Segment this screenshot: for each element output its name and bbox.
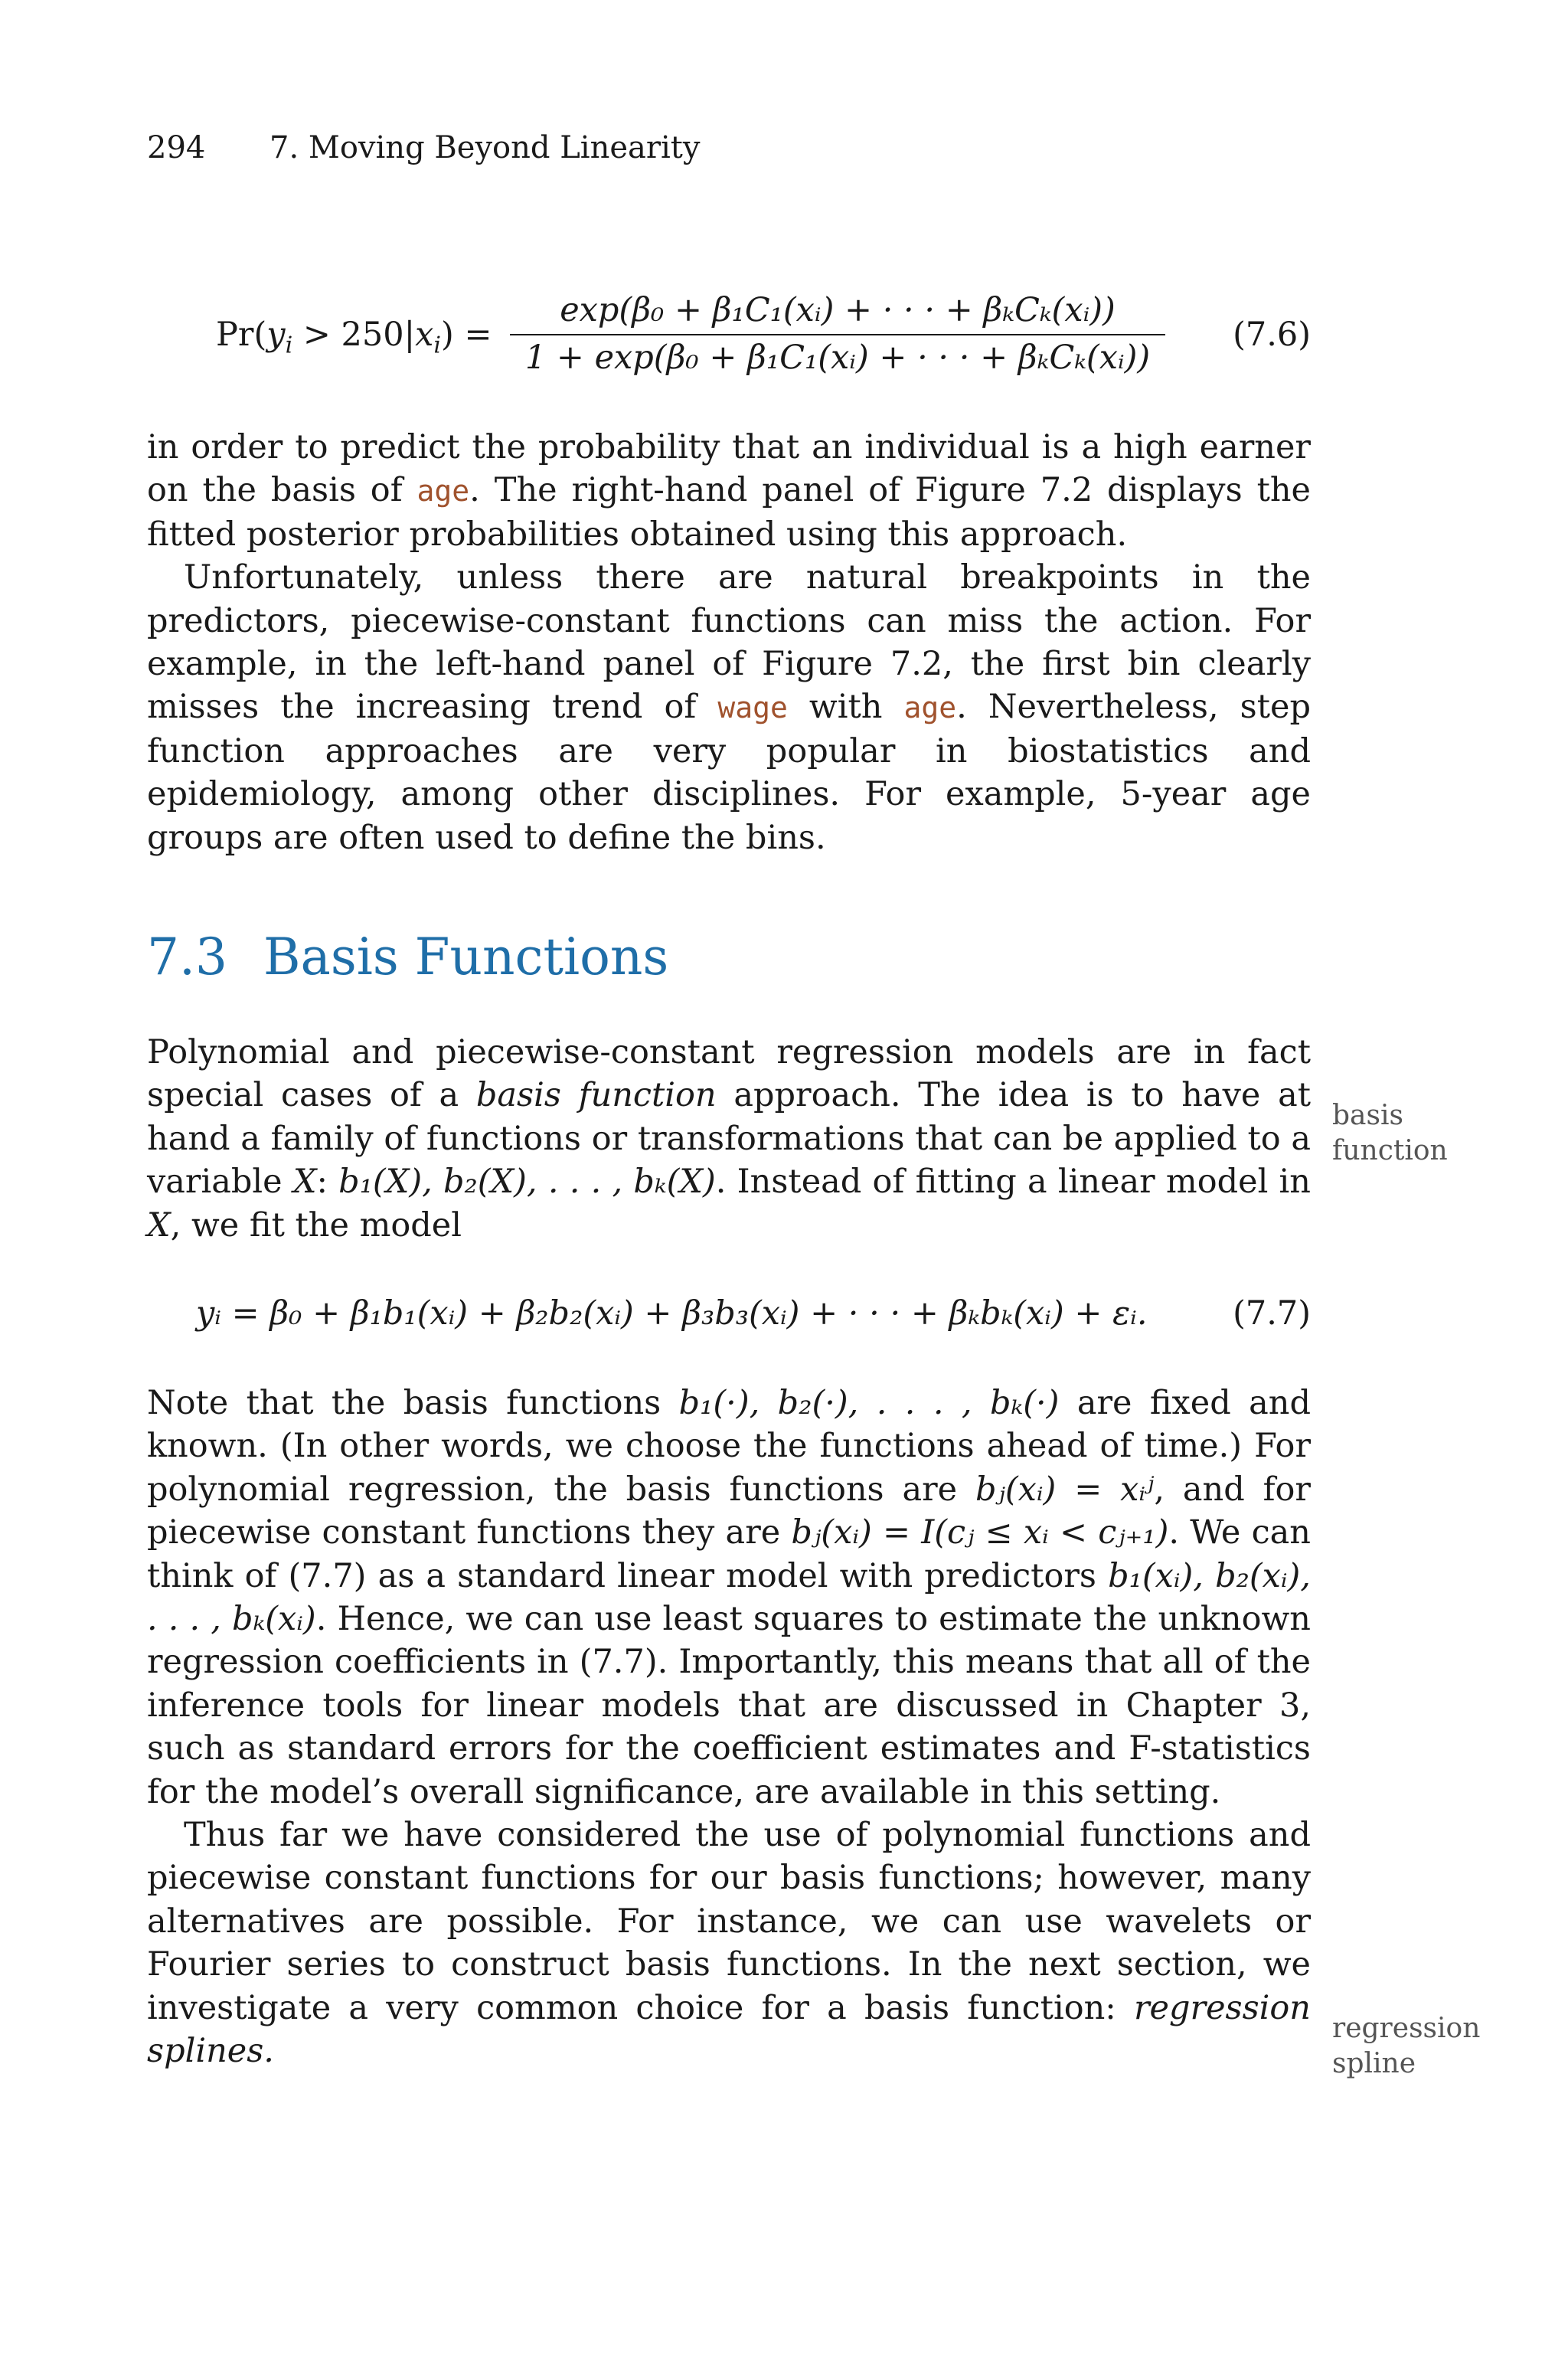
- margin-note-regression-spline: regression spline: [1332, 2013, 1481, 2079]
- body-text-basis-intro: [147, 1031, 1311, 1247]
- equation-7-6-lhs: $Pr(y_i > 250|x_i)$ =: [216, 316, 492, 359]
- paragraph-3: Polynomial and piecewise-constant regression models are in fact special cases of a basis function approach. The idea is to have at hand a family of functions or transformations that can be applied to a variable X: b₁(X), b₂(X), . . . , bₖ(X). Instead of fitting a linear model in X, we fit the model: [147, 1033, 1311, 1245]
- equation-number-7-7: (7.7): [1233, 1294, 1311, 1333]
- section-title: Basis Functions: [263, 927, 669, 986]
- margin-note-basis-function: basis function: [1332, 1100, 1448, 1166]
- term-regression-splines: regression splines.: [147, 1988, 1311, 2071]
- section-heading: [147, 927, 668, 988]
- paragraph-4: Note that the basis functions b₁(·), b₂(·), . . . , bₖ(·) are fixed and known. (In other words, we choose the functions ahead of time.) For polynomial regression, the basis functions are bⱼ(xᵢ) = xᵢʲ, and for piecewise constant functions they are bⱼ(xᵢ) = I(cⱼ ≤ xᵢ < cⱼ₊₁). We can think of (7.7) as a standard linear model with predictors b₁(xᵢ), b₂(xᵢ), . . . , bₖ(xᵢ). Hence, we can use least squares to estimate the unknown regression coefficients in (7.7). Importantly, this means that all of the inference tools for linear models that are discussed in Chapter 3, such as standard errors for the coefficient estimates and F-statistics for the model’s overall significance, are available in this setting.: [147, 1384, 1312, 1811]
- paragraph-2: Unfortunately, unless there are natural breakpoints in the predictors, piecewise-constant functions can miss the action. For example, in the left-hand panel of Figure 7.2, the first bin clearly misses the increasing trend of wage with age. Nevertheless, step function approaches are very popular in biostatistics and epidemiology, among other disciplines. For example, 5-year age groups are often used to define the bins.: [147, 558, 1311, 857]
- body-text-bottom: [147, 1382, 1311, 2073]
- equation-7-7-body: yᵢ = β₀ + β₁b₁(xᵢ) + β₂b₂(xᵢ) + β₃b₃(xᵢ) + · · · + βₖbₖ(xᵢ) + εᵢ.: [196, 1294, 1148, 1333]
- section-number: 7.3: [147, 927, 227, 986]
- paragraph-5: Thus far we have considered the use of polynomial functions and piecewise constant functions for our basis functions; however, many alternatives are possible. For instance, we can use wavelets or Fourier series to construct basis functions. In the next section, we investigate a very common choice for a basis function: regression splines.: [147, 1816, 1311, 2071]
- equation-7-6: [147, 291, 1311, 391]
- equation-7-6-fraction: [510, 291, 1165, 377]
- code-age: age: [903, 691, 957, 725]
- code-age: age: [416, 474, 470, 509]
- paragraph-1: in order to predict the probability that an individual is a high earner on the basis of age. The right-hand panel of Figure 7.2 displays the fitted posterior probabilities obtained using this approach.: [147, 428, 1311, 554]
- term-basis-function: basis function: [475, 1076, 717, 1115]
- equation-7-6-numerator: exp(β₀ + β₁C₁(xᵢ) + · · · + βₖCₖ(xᵢ)): [560, 291, 1116, 329]
- running-head: [147, 129, 700, 167]
- page-number: 294: [147, 130, 206, 165]
- code-wage: wage: [717, 691, 788, 725]
- equation-7-7: [147, 1294, 1311, 1340]
- equation-number-7-6: (7.6): [1233, 316, 1311, 354]
- body-text-top: [147, 426, 1311, 859]
- equation-7-6-denominator: 1 + exp(β₀ + β₁C₁(xᵢ) + · · · + βₖCₖ(xᵢ)): [510, 334, 1165, 377]
- chapter-title: 7. Moving Beyond Linearity: [270, 130, 701, 165]
